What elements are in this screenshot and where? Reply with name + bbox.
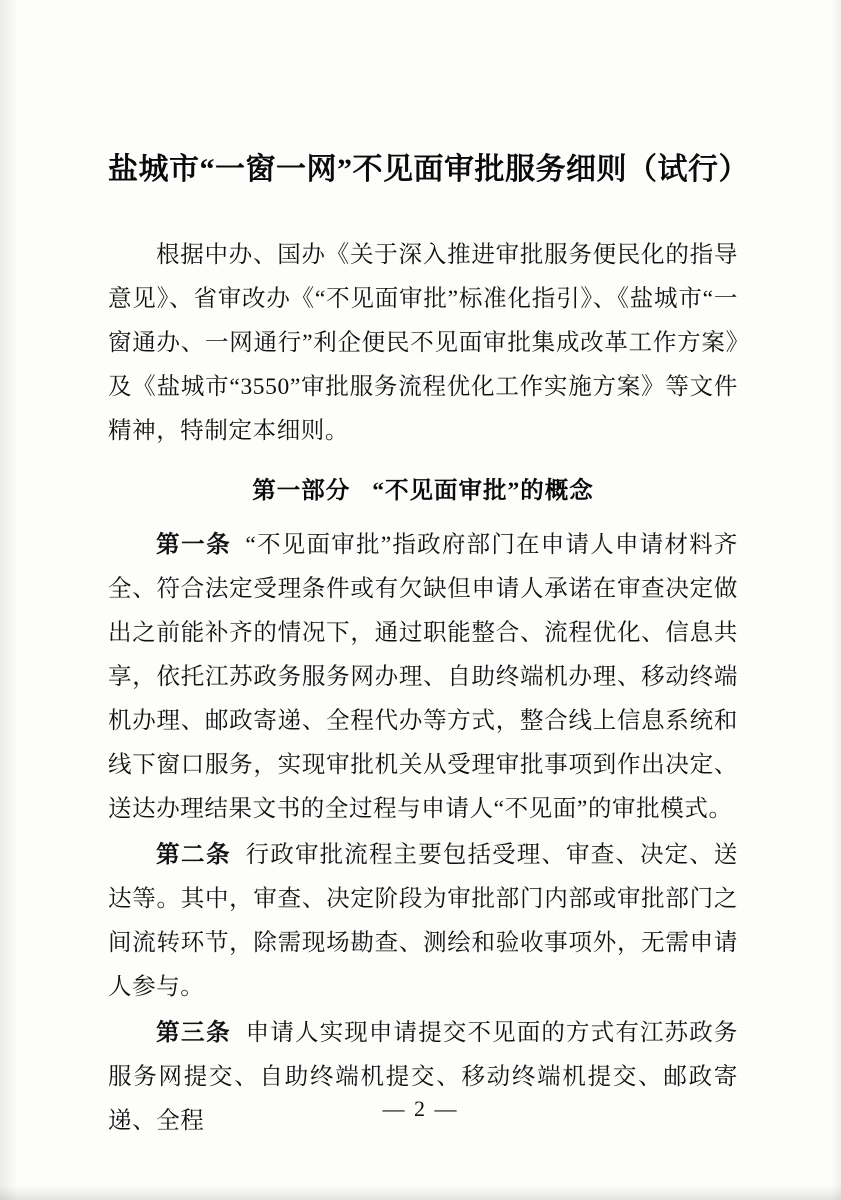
- article-paragraph: [108, 523, 738, 831]
- article-label: 第三条: [156, 1020, 232, 1046]
- page-number: — 2 —: [382, 1096, 459, 1121]
- article-text: “不见面审批”指政府部门在申请人申请材料齐全、符合法定受理条件或有欠缺但申请人承诺在审查决定做出之前能补齐的情况下，通过职能整合、流程优化、信息共享，依托江苏政务服务网办理、自助终端机办理、移动终端机办理、邮政寄递、全程代办等方式，整合线上信息系统和线下窗口服务，实现审批机关从受理审批事项到作出决定、送达办理结果文书的全过程与申请人“不见面”的审批模式。: [108, 532, 739, 822]
- article-text: 申请人实现申请提交不见面的方式有江苏政务服务网提交、自助终端机提交、移动终端机提交、邮政寄递、全程: [108, 1020, 739, 1134]
- preamble-paragraph: 根据中办、国办《关于深入推进审批服务便民化的指导意见》、省审改办《“不见面审批”标准化指引》、《盐城市“一窗通办、一网通行”利企便民不见面审批集成改革工作方案》及《盐城市“3550”审批服务流程优化工作实施方案》等文件精神，特制定本细则。: [108, 242, 738, 444]
- section-heading: [108, 469, 738, 513]
- document-body: [108, 150, 749, 1145]
- scan-edge-shadow-left: [0, 0, 18, 1200]
- page-title: 盐城市“一窗一网”不见面审批服务细则（试行）: [108, 153, 749, 186]
- article-paragraph: [108, 833, 738, 1009]
- scan-edge-shadow-bottom: [0, 1186, 841, 1200]
- section-part-title: “不见面审批”的概念: [372, 478, 594, 504]
- article-text: 行政审批流程主要包括受理、审查、决定、送达等。其中，审查、决定阶段为审批部门内部或审批部门之间流转环节，除需现场勘查、测绘和验收事项外，无需申请人参与。: [108, 842, 739, 1000]
- article-label: 第一条: [156, 532, 232, 558]
- scan-edge-shadow-right: [831, 0, 841, 1200]
- section-part-label: 第一部分: [252, 478, 351, 504]
- article-label: 第二条: [156, 842, 232, 868]
- article-paragraph: [108, 1011, 738, 1143]
